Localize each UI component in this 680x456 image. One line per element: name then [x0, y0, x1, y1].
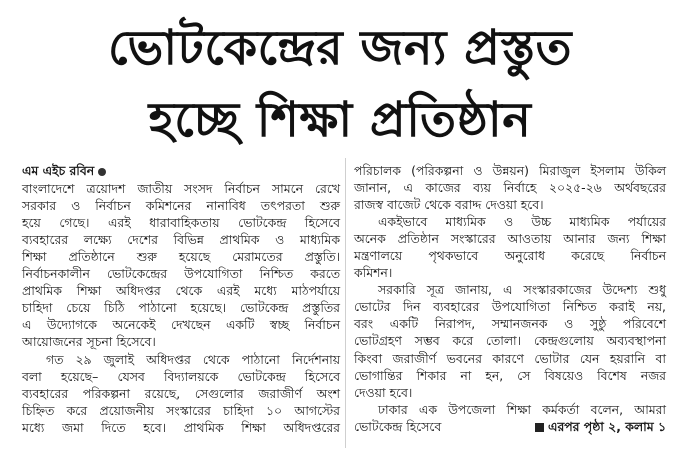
right-line: ভোগান্তির শিকার না হন, সে বিষয়েও বিশেষ নজর	[354, 367, 666, 383]
right-column	[354, 162, 666, 435]
left-line: আয়োজনের সূচনা হিসেবে।	[22, 334, 156, 350]
left-line: চিহ্নিত করে প্রয়োজনীয় সংস্কারের চাহিদা ১০ আগস্টের	[22, 402, 340, 418]
right-line: ভোটের দিন ব্যবহারের উপযোগিতা নিশ্চিত করাই নয়,	[354, 299, 666, 315]
left-line: শিক্ষা প্রতিষ্ঠানে শুরু হয়েছে মেরামতের প্রস্তুতি।	[22, 249, 340, 265]
byline-dot-icon	[98, 168, 106, 176]
right-line: অনেক প্রতিষ্ঠান সংস্কারের আওতায় আনার জন্য শিক্ষা	[354, 231, 666, 247]
right-last-line: ভোটকেন্দ্র হিসেবে	[354, 418, 442, 434]
left-line: ব্যবহারের পরিকল্পনা রয়েছে, সেগুলোর জরাজীর্ণ অংশ	[22, 385, 340, 401]
right-line: ঢাকার এক উপজেলা শিক্ষা কর্মকর্তা বলেন, আমরা	[378, 401, 666, 417]
right-line: জানান, এ কাজের ব্যয় নির্বাহে ২০২৫-২৬ অর্থবছরের	[354, 180, 666, 196]
right-line: একইভাবে মাধ্যমিক ও উচ্চ মাধ্যমিক পর্যায়ের	[378, 214, 666, 230]
left-line: ব্যবহারের লক্ষ্যে দেশের বিভিন্ন প্রাথমিক ও মাধ্যমিক	[22, 232, 340, 248]
right-line: ভোটগ্রহণ সম্ভব করে তোলা। কেন্দ্রগুলোয় অব্যবস্থাপনা	[354, 333, 666, 349]
right-line: মন্ত্রণালয়ে পৃথকভাবে অনুরোধ করেছে নির্বাচন	[354, 248, 666, 264]
headline-line-2: হচ্ছে শিক্ষা প্রতিষ্ঠান	[148, 92, 532, 148]
left-line: হয়ে গেছে। এরই ধারাবাহিকতায় ভোটকেন্দ্র হিসেবে	[22, 215, 340, 231]
headline	[0, 12, 680, 156]
continuation-note	[535, 418, 666, 435]
continuation-text: এরপর পৃষ্ঠা ২, কলাম ১	[548, 418, 666, 434]
square-bullet-icon	[535, 423, 544, 432]
left-line: সরকার ও নির্বাচন কমিশনের নানাবিধ তৎপরতা শুরু	[22, 198, 340, 214]
right-line: পরিচালক (পরিকল্পনা ও উন্নয়ন) মিরাজুল ইসলাম উকিল	[354, 163, 666, 178]
right-line: কমিশন।	[354, 265, 393, 281]
left-line: নির্বাচনকালীন ভোটকেন্দ্রের উপযোগিতা নিশ্চিত করতে	[22, 266, 340, 282]
left-line: মধ্যে জমা দিতে হবে। প্রাথমিক শিক্ষা অধিদপ্তরের	[22, 419, 340, 435]
right-footer-row	[354, 418, 666, 435]
right-line: সরকারি সূত্র জানায়, এ সংস্কারকাজের উদ্দেশ্য শুধু	[378, 282, 666, 298]
column-divider	[345, 158, 346, 448]
left-line: গত ২৯ জুলাই অধিদপ্তর থেকে পাঠানো নির্দেশনায়	[46, 351, 340, 367]
right-line: দেওয়া হবে।	[354, 384, 413, 400]
headline-line-1: ভোটকেন্দ্রের জন্য প্রস্তুত	[108, 20, 572, 76]
byline	[22, 162, 340, 179]
byline-author: এম এইচ রবিন	[22, 163, 95, 178]
left-line: বাংলাদেশে ত্রয়োদশ জাতীয় সংসদ নির্বাচন সামনে রেখে	[22, 181, 340, 197]
right-line: কিংবা জরাজীর্ণ ভবনের কারণে ভোটার যেন হয়রানি বা	[354, 350, 666, 366]
left-line: প্রাথমিক শিক্ষা অধিদপ্তর থেকে এরই মধ্যে মাঠপর্যায়ে	[22, 283, 340, 299]
left-line: এ উদ্যোগকে অনেকেই দেখছেন একটি স্বচ্ছ নির্বাচন	[22, 317, 340, 333]
left-line: চাহিদা চেয়ে চিঠি পাঠানো হয়েছে। ভোটকেন্দ্র প্রস্তুতির	[22, 300, 340, 316]
right-line: বরং একটি নিরাপদ, সম্মানজনক ও সুষ্ঠু পরিবেশে	[354, 316, 666, 332]
left-line: বলা হয়েছে– যেসব বিদ্যালয়কে ভোটকেন্দ্র হিসেবে	[22, 368, 340, 384]
left-column	[22, 162, 340, 436]
right-line: রাজস্ব বাজেট থেকে বরাদ্দ দেওয়া হবে।	[354, 197, 544, 213]
